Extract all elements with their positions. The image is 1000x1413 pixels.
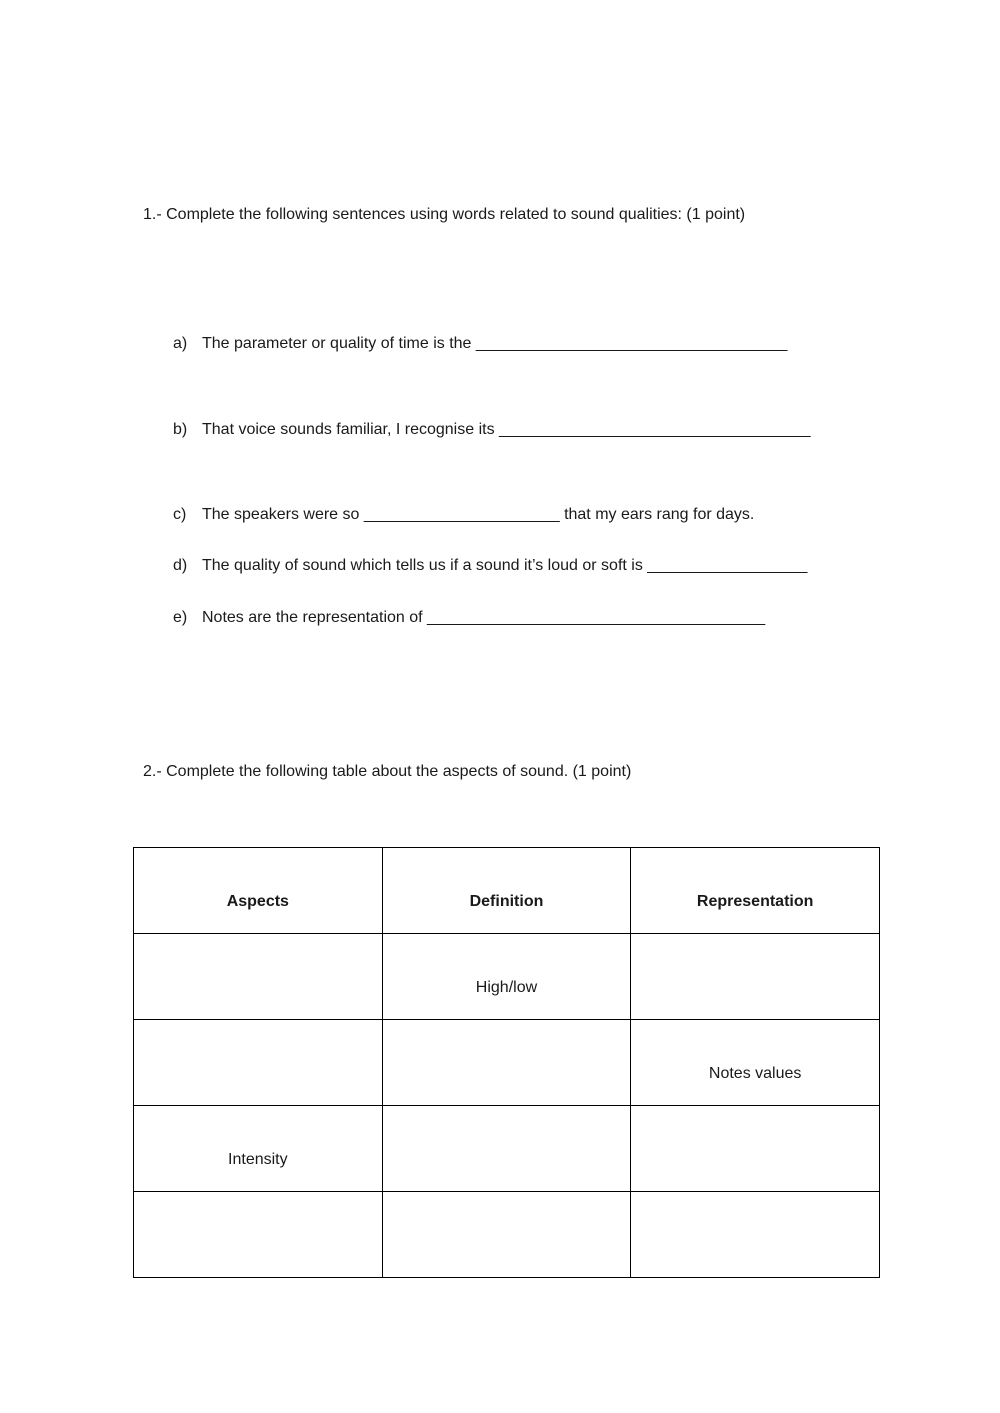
- table-row: [134, 1192, 880, 1278]
- table-row: [134, 1106, 880, 1192]
- aspects-table: [133, 847, 880, 1278]
- table-row: [134, 1020, 880, 1106]
- table-cell[interactable]: [382, 1192, 631, 1278]
- header-representation: Representation: [631, 848, 880, 934]
- table-cell: Intensity: [134, 1106, 383, 1192]
- table-header-row: [134, 848, 880, 934]
- header-definition: Definition: [382, 848, 631, 934]
- table-cell: High/low: [382, 934, 631, 1020]
- sentence-item-d: [173, 556, 807, 576]
- table-cell[interactable]: [134, 1192, 383, 1278]
- table-cell[interactable]: [134, 934, 383, 1020]
- question-2-title: 2.- Complete the following table about the aspects of sound. (1 point): [143, 763, 632, 780]
- item-letter: a): [173, 335, 188, 352]
- table-cell[interactable]: [382, 1106, 631, 1192]
- sentence-item-a: [173, 334, 787, 354]
- item-letter: d): [173, 557, 188, 574]
- header-aspects: Aspects: [134, 848, 383, 934]
- item-letter: e): [173, 609, 188, 626]
- table-row: [134, 934, 880, 1020]
- item-text: That voice sounds familiar, I recognise its ___________________________________: [202, 421, 811, 438]
- table-cell: Notes values: [631, 1020, 880, 1106]
- table-cell[interactable]: [134, 1020, 383, 1106]
- table-cell[interactable]: [631, 1192, 880, 1278]
- sentence-item-b: [173, 420, 810, 440]
- item-letter: b): [173, 421, 188, 438]
- sentence-item-c: [173, 505, 754, 525]
- table-cell[interactable]: [631, 1106, 880, 1192]
- question-1-title: 1.- Complete the following sentences using words related to sound qualities: (1 point): [143, 206, 746, 223]
- item-text: Notes are the representation of ______________________________________: [202, 609, 766, 626]
- sentence-item-e: [173, 608, 765, 628]
- item-text: The quality of sound which tells us if a sound it’s loud or soft is __________________: [202, 557, 808, 574]
- table-cell[interactable]: [382, 1020, 631, 1106]
- item-text: The parameter or quality of time is the ___________________________________: [202, 335, 788, 352]
- table-cell[interactable]: [631, 934, 880, 1020]
- item-text: The speakers were so ______________________ that my ears rang for days.: [202, 506, 755, 523]
- item-letter: c): [173, 506, 187, 523]
